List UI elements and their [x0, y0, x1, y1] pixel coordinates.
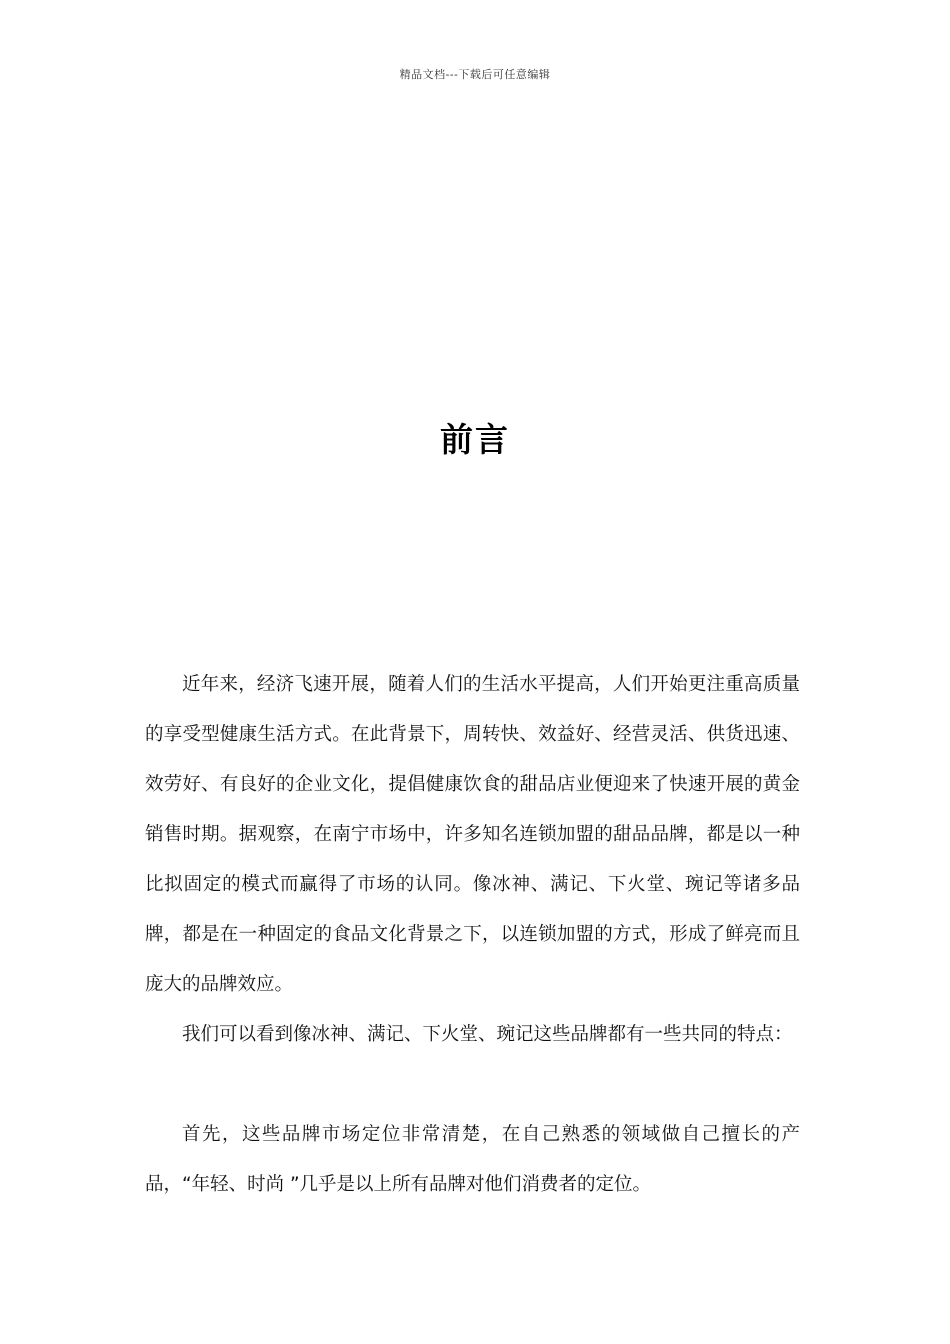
page-header: 精品文档---下载后可任意编辑	[399, 68, 551, 81]
paragraph-first-point: 首先，这些品牌市场定位非常清楚，在自己熟悉的领域做自己擅长的产品，“年轻、时尚 ”几乎是以上所有品牌对他们消费者的定位。	[145, 1124, 800, 1195]
document-body	[145, 660, 800, 1210]
paragraph-intro: 近年来，经济飞速开展，随着人们的生活水平提高，人们开始更注重高质量的享受型健康生活方式。在此背景下，周转快、效益好、经营灵活、供货迅速、效劳好、有良好的企业文化，提倡健康饮食的甜品店业便迎来了快速开展的黄金销售时期。据观察，在南宁市场中，许多知名连锁加盟的甜品品牌，都是以一种比拟固定的模式而赢得了市场的认同。像冰神、满记、下火堂、琬记等诸多品牌，都是在一种固定的食品文化背景之下，以连锁加盟的方式，形成了鲜亮而且庞大的品牌效应。	[145, 674, 800, 995]
document-title: 前言	[440, 420, 510, 459]
paragraph-spacer	[145, 1060, 800, 1110]
paragraph-common-features: 我们可以看到像冰神、满记、下火堂、琬记这些品牌都有一些共同的特点：	[182, 1024, 793, 1045]
